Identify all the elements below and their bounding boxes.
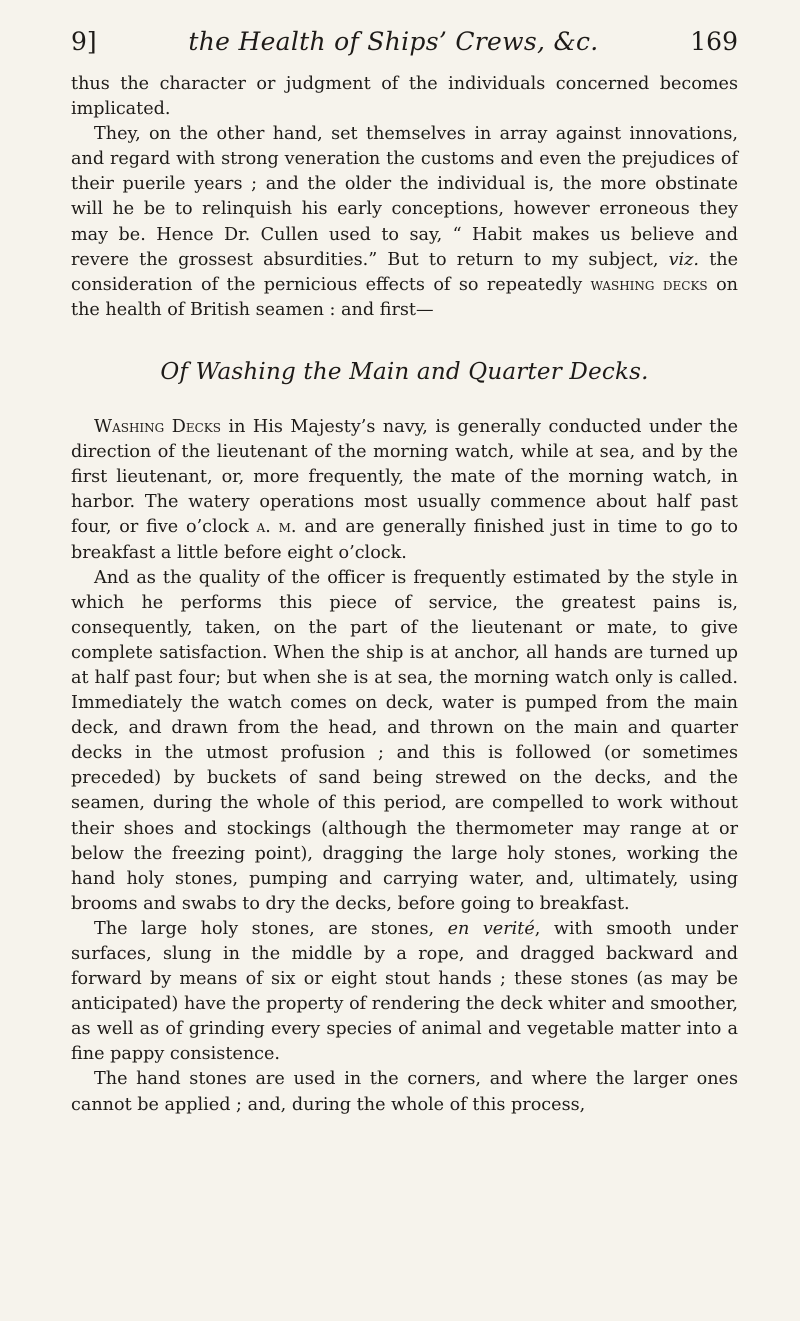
body-text (71, 72, 738, 1118)
text-run: They, on the other hand, set themselves in array against innovations, and regard with strong veneration the customs and even the prejudices of their puerile years ; and the older the individual is, the more obstinate will he be to relinquish his early conceptions, however erroneous they may be. Hence Dr. Cullen used to say, “ Habit makes us believe and revere the grossest absurdities.” But to return to my subject, (71, 124, 738, 270)
small-caps-term: washing decks (590, 274, 708, 295)
small-caps-lead: Washing Decks (94, 417, 221, 438)
italic-phrase: en verité (447, 918, 535, 939)
page-number: 169 (690, 27, 738, 56)
small-caps-abbreviation: a. m. (256, 517, 297, 538)
paragraph: thus the character or judgment of the individuals concerned becomes implicated. (71, 74, 738, 120)
paragraph (71, 415, 738, 566)
running-head (71, 26, 738, 58)
paragraph (71, 917, 738, 1068)
italic-abbreviation: viz. (668, 249, 700, 270)
text-run: the consideration of the pernicious effects of so repeatedly (71, 249, 739, 295)
text-run: and are generally finished just in time to go to breakfast a little before eight o’clock. (71, 517, 738, 563)
paragraph (71, 122, 738, 323)
running-title: the Health of Ships’ Crews, &c. (188, 27, 599, 56)
text-run: , with smooth under surfaces, slung in the middle by a rope, and dragged backward and forward by means of six or eight stout hands ; these stones (as may be anticipated) have the property of rendering the deck whiter and smoother, as well as of grinding every species of animal and vegetable matter into a fine pappy consistence. (71, 918, 738, 1065)
paragraph: The hand stones are used in the corners, and where the larger ones cannot be applied ; and, during the whole of this process, (71, 1069, 738, 1115)
text-run: on the health of British seamen : and first— (71, 274, 738, 320)
chapter-marker: 9] (71, 27, 97, 56)
section-heading: Of Washing the Main and Quarter Decks. (160, 358, 649, 385)
text-run: The large holy stones, are stones, (94, 918, 448, 939)
paragraph: And as the quality of the officer is frequently estimated by the style in which he performs this piece of service, the greatest pains is, consequently, taken, on the part of the lieutenant or mate, to give complete satisfaction. When the ship is at anchor, all hands are turned up at half past four; but when she is at sea, the morning watch only is called. Immediately the watch comes on deck, water is pumped from the main deck, and drawn from the head, and thrown on the main and quarter decks in the utmost profusion ; and this is followed (or sometimes preceded) by buckets of sand being strewed on the decks, and the seamen, during the whole of this period, are compelled to work without their shoes and stockings (although the thermometer may range at or below the freezing point), dragging the large holy stones, working the hand holy stones, pumping and carrying water, and, ultimately, using brooms and swabs to dry the decks, before going to breakfast. (71, 567, 738, 914)
text-run: in His Majesty’s navy, is generally conducted under the direction of the lieutenant of the morning watch, while at sea, and by the first lieutenant, or, more frequently, the mate of the morning watch, in harbor. The watery operations most usually commence about half past four, or five o’clock (71, 417, 738, 538)
